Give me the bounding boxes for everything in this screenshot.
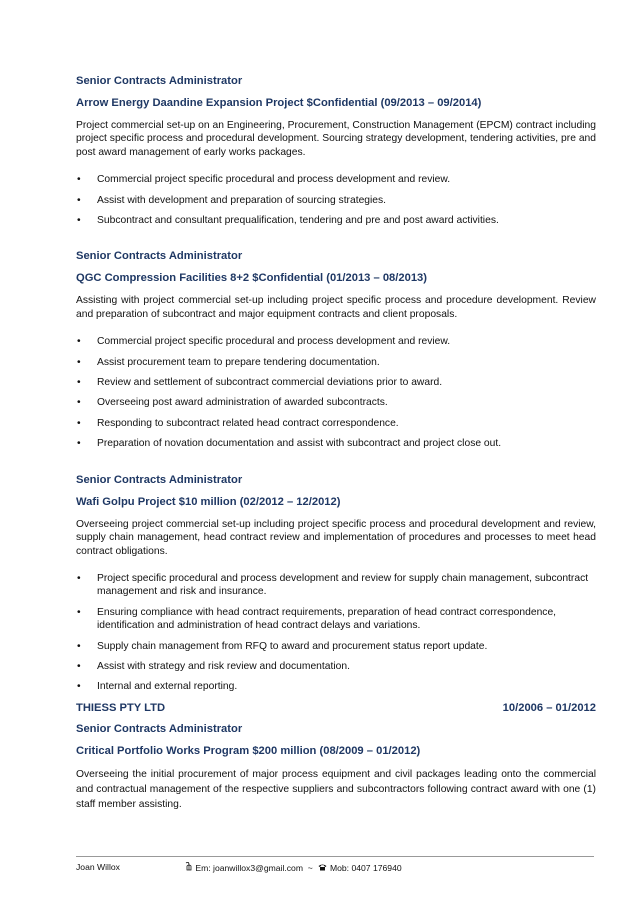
mouse-icon	[185, 862, 193, 874]
bullet-icon: •	[77, 640, 81, 652]
list-item-text: Supply chain management from RFQ to award and procurement status report update.	[97, 640, 488, 652]
bullet-list	[76, 335, 596, 450]
list-item	[76, 660, 596, 673]
role-title: Senior Contracts Administrator	[76, 722, 243, 735]
list-item	[76, 356, 596, 369]
resume-content	[76, 74, 596, 834]
footer-separator: ~	[307, 863, 313, 873]
list-item	[76, 417, 596, 430]
list-item-text: Overseeing post award administration of awarded subcontracts.	[97, 397, 388, 409]
bullet-icon: •	[77, 417, 81, 429]
list-item-text: Internal and external reporting.	[97, 681, 238, 693]
telephone-icon	[318, 863, 328, 874]
bullet-list	[76, 173, 596, 227]
bullet-icon: •	[77, 377, 81, 389]
list-item-text: Ensuring compliance with head contract requirements, preparation of head contract correspondence, identification and administration of head contract delays and variations.	[97, 606, 557, 632]
project-description: Assisting with project commercial set-up including project specific process and procedure development. Review and preparation of subcontract and major equipment contracts and client proposals.	[76, 295, 596, 320]
bullet-icon: •	[77, 194, 81, 206]
list-item-text: Preparation of novation documentation and assist with subcontract and project close out.	[97, 438, 502, 450]
bullet-icon: •	[77, 215, 81, 227]
footer-mobile: Mob: 0407 176940	[329, 863, 402, 873]
footer-divider	[76, 856, 594, 857]
bullet-icon: •	[77, 174, 81, 186]
project-description: Overseeing the initial procurement of major process equipment and civil packages leading onto the commercial and contractual management of the respective suppliers and subcontractors following contract award with one (1) staff member assisting.	[76, 768, 596, 811]
list-item	[76, 194, 596, 207]
experience-section	[76, 249, 596, 450]
project-title: QGC Compression Facilities 8+2 $Confidential (01/2013 – 08/2013)	[76, 272, 427, 285]
list-item-text: Assist procurement team to prepare tendering documentation.	[97, 356, 380, 368]
list-item	[76, 214, 596, 227]
list-item-text: Commercial project specific procedural and process development and review.	[97, 174, 451, 186]
experience-section	[76, 473, 596, 694]
company-dates: 10/2006 – 01/2012	[502, 701, 596, 714]
bullet-icon: •	[77, 438, 81, 450]
footer-name: Joan Willox	[76, 862, 120, 872]
list-item-text: Review and settlement of subcontract commercial deviations prior to award.	[97, 377, 443, 389]
experience-section	[76, 722, 596, 813]
role-title: Senior Contracts Administrator	[76, 75, 243, 87]
list-item-text: Responding to subcontract related head contract correspondence.	[97, 417, 399, 429]
list-item	[76, 606, 596, 633]
list-item	[76, 640, 596, 653]
role-title: Senior Contracts Administrator	[76, 250, 243, 263]
project-title: Wafi Golpu Project $10 million (02/2012 – 12/2012)	[76, 495, 341, 508]
list-item-text: Assist with development and preparation of sourcing strategies.	[97, 194, 387, 206]
list-item	[76, 396, 596, 409]
project-description: Overseeing project commercial set-up including project specific process and procedural development and review, supply chain management, head contract review and implementation of procedures and processes to meet head contract obligations.	[76, 518, 596, 557]
list-item	[76, 572, 596, 599]
company-name: THIESS PTY LTD	[76, 701, 166, 714]
list-item	[76, 680, 596, 693]
bullet-icon: •	[77, 606, 81, 618]
list-item-text: Assist with strategy and risk review and documentation.	[97, 660, 350, 672]
list-item-text: Subcontract and consultant prequalification, tendering and pre and post award activities.	[97, 215, 499, 227]
list-item	[76, 376, 596, 389]
bullet-icon: •	[77, 660, 81, 672]
list-item	[76, 173, 596, 186]
footer-email: Em: joanwillox3@gmail.com	[195, 863, 303, 873]
bullet-list	[76, 572, 596, 694]
footer-contact	[185, 862, 402, 874]
role-title: Senior Contracts Administrator	[76, 473, 243, 486]
bullet-icon: •	[77, 356, 81, 368]
company-row	[76, 701, 596, 715]
bullet-icon: •	[77, 681, 81, 693]
list-item	[76, 437, 596, 450]
project-title: Critical Portfolio Works Program $200 million (08/2009 – 01/2012)	[76, 744, 421, 757]
experience-section	[76, 74, 596, 227]
project-description: Project commercial set-up on an Engineering, Procurement, Construction Management (EPCM) contract including project specific process and procedural development. Sourcing strategy development, tendering activities, pre and post award management of early works packages.	[76, 120, 596, 158]
list-item-text: Project specific procedural and process development and review for supply chain management, subcontract management and risk and insurance.	[97, 572, 589, 598]
bullet-icon: •	[77, 572, 81, 584]
bullet-icon: •	[77, 336, 81, 348]
project-title: Arrow Energy Daandine Expansion Project $Confidential (09/2013 – 09/2014)	[76, 97, 482, 109]
bullet-icon: •	[77, 397, 81, 409]
list-item	[76, 335, 596, 348]
list-item-text: Commercial project specific procedural and process development and review.	[97, 336, 451, 348]
